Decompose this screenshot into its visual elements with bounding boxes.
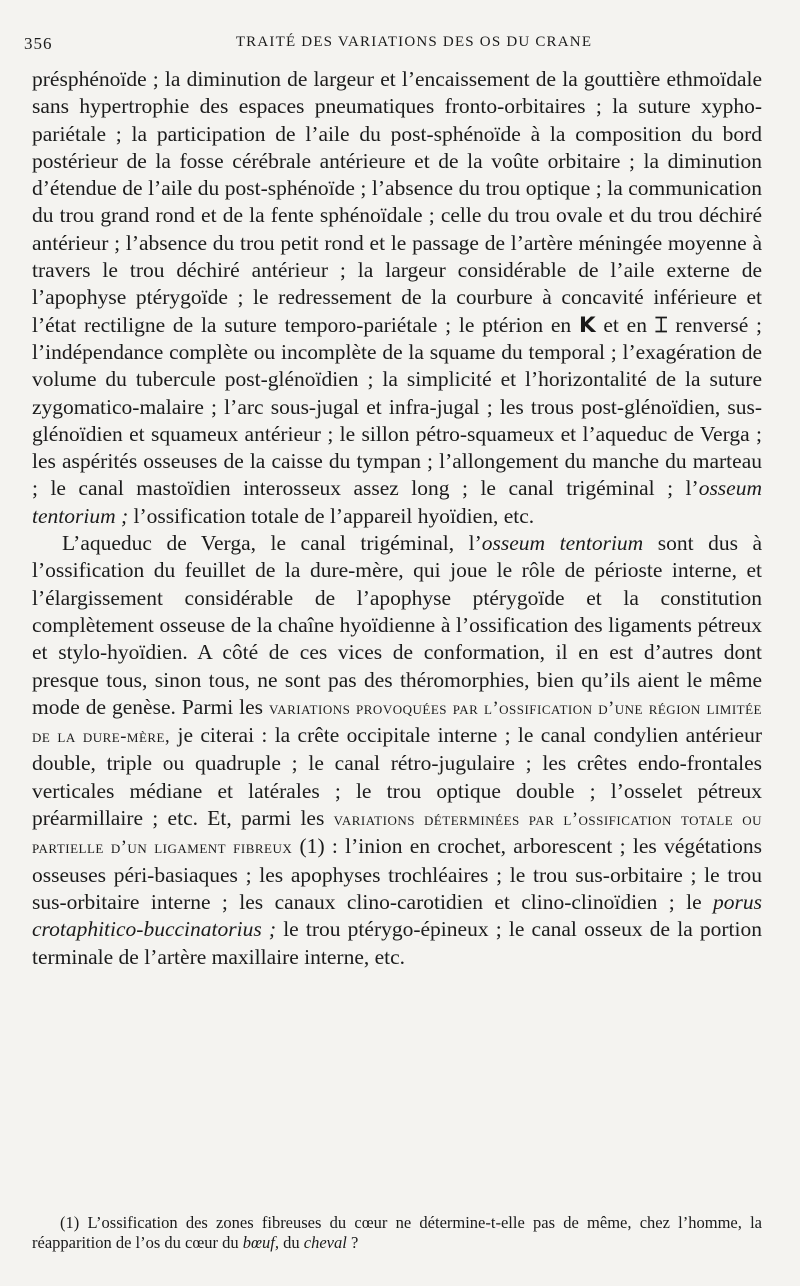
page-number: 356	[24, 34, 53, 53]
text-run: et en	[595, 312, 655, 337]
italic-term: osseum tentorium ;	[32, 476, 762, 528]
paragraph-2	[32, 530, 762, 971]
text-run: je citerai : la crête occipitale interne ; le canal condylien antérieur double, triple ou quadruple ; le canal rétro-jugulaire ; les crêtes endo-frontales verticales médiane et latérales ; le trou optique double ; l’osselet pétreux préarmillaire ; etc. Et, parmi les	[32, 723, 762, 831]
italic-term: osseum tentorium	[481, 531, 644, 556]
text-run: du	[279, 1233, 304, 1252]
text-run: sont dus à l’ossification du feuillet de la dure-mère, qui joue le rôle de périoste interne, et l’élargissement considérable de l’apophyse ptérygoïde et la constitution complètement osseuse de la chaîne hyoïdienne à l’ossification des ligaments pétreux et stylo-hyoïdien. A côté de ces vices de conformation, il en est d’autres dont presque tous, sinon tous, ne sont pas des théromorphies, bien qu’ils aient le même mode de genèse. Parmi les	[32, 531, 762, 719]
text-run: le trou ptérygo-épineux ; le canal osseux de la portion terminale de l’artère maxillaire interne, etc.	[32, 917, 763, 969]
pterion-h-glyph: ⌶	[654, 312, 668, 338]
small-caps-heading: variations déterminées par l’ossification totale ou partielle d’un ligament fibreux	[32, 809, 762, 858]
running-head: TRAITÉ DES VARIATIONS DES OS DU CRANE	[235, 34, 593, 50]
text-run: (1) L’ossification des zones fibreuses du cœur ne détermine-t-elle pas de même, chez l’homme, la réapparition de l’os du cœur du	[32, 1213, 762, 1252]
main-text	[32, 66, 762, 971]
text-run: ?	[346, 1233, 359, 1252]
italic-term: porus crotaphitico-buccinatorius ;	[32, 889, 762, 942]
footnote	[32, 1213, 762, 1253]
page-header	[24, 34, 764, 54]
text-run: l’ossification totale de l’appareil hyoïdien, etc.	[128, 503, 535, 528]
text-run: renversé ; l’indépendance complète ou incomplète de la squame du temporal ; l’exagération de volume du tubercule post-glénoïdien ; la simplicité et l’horizontalité de la suture zygomatico-malaire ; l’arc sous-jugal et infra-jugal ; les trous post-glénoïdien, sus-glénoïdien et squameux antérieur ; le sillon pétro-squameux et l’aqueduc de Verga ; les aspérités osseuses de la caisse du tympan ; l’allongement du manche du marteau ; le canal mastoïdien interosseux assez long ; le canal trigéminal ; l’	[32, 312, 762, 501]
small-caps-heading: variations provoquées par l’ossification d’une région limitée de la dure-mère,	[32, 697, 762, 747]
text-run: (1) : l’inion en crochet, arborescent ; les végétations osseuses péri-basiaques ; les apophyses trochléaires ; le trou sus-orbitaire ; le trou sus-orbitaire interne ; les canaux clino-carotidien et clino-clinoïdien ; le	[32, 834, 762, 914]
italic-term: bœuf,	[242, 1233, 279, 1252]
text-run: L’aqueduc de Verga, le canal trigéminal, l’	[62, 531, 482, 556]
pterion-k-glyph: K	[578, 312, 596, 338]
footnote-text	[32, 1213, 762, 1253]
paragraph-1	[32, 66, 762, 530]
text-run: présphénoïde ; la diminution de largeur et l’encaissement de la gouttière ethmoïdale sans hypertrophie des espaces pneumatiques fronto-orbitaires ; la suture xypho-pariétale ; la participation de l’aile du post-sphénoïde à la composition du bord postérieur de la fosse cérébrale antérieure et de la voûte orbitaire ; la diminution d’étendue de l’aile du post-sphénoïde ; l’absence du trou optique ; la communication du trou grand rond et de la fente sphénoïdale ; celle du trou ovale et du trou déchiré antérieur ; l’absence du trou petit rond et le passage de l’artère méningée moyenne à travers le trou déchiré antérieur ; la largeur considérable de l’aile externe de l’apophyse ptérygoïde ; le redressement de la courbure à concavité inférieure et l’état rectiligne de la suture temporo-pariétale ; le ptérion en	[32, 67, 762, 337]
italic-term: cheval	[303, 1233, 347, 1252]
